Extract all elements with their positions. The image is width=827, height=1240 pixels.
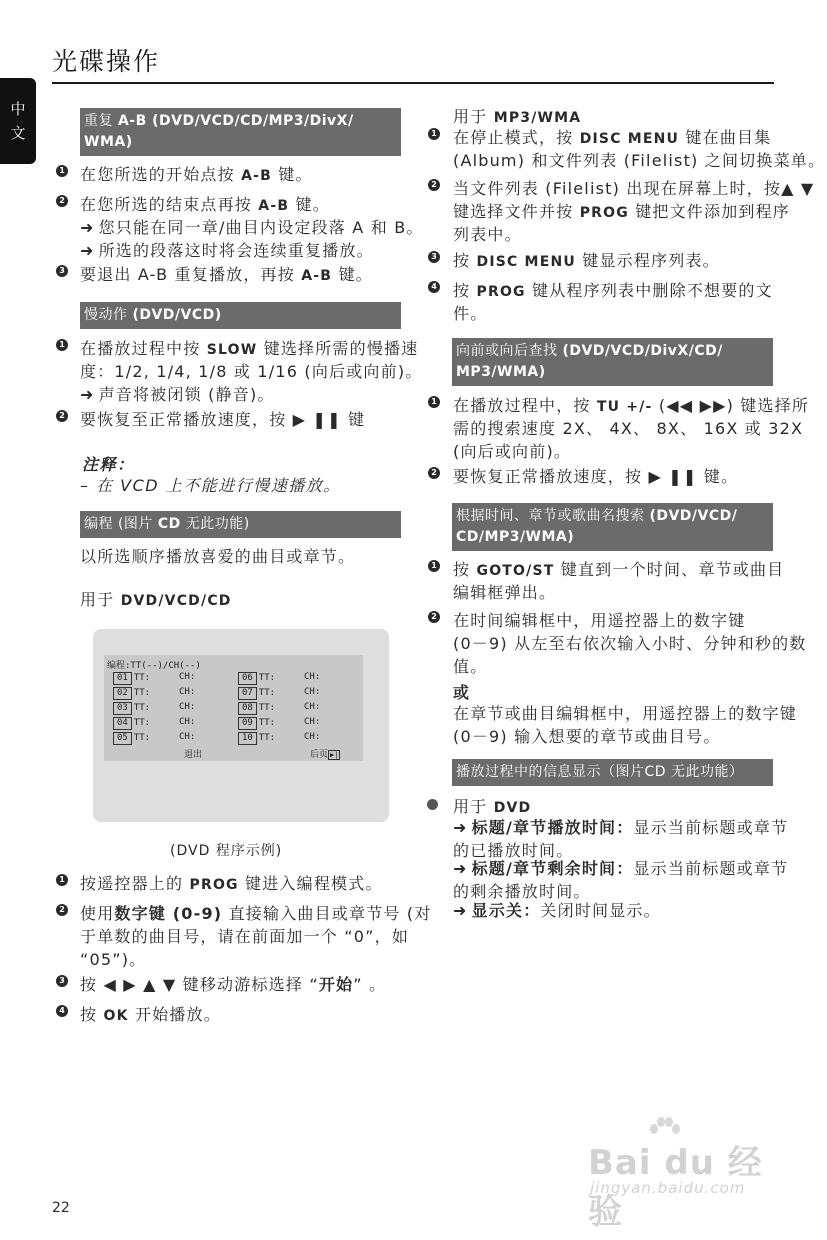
header-text: 根据时间、章节或歌曲名搜索 — [456, 508, 650, 524]
slot-number: 02 — [113, 687, 132, 700]
key-label: DISC MENU — [476, 254, 576, 270]
section-header-repeat-ab — [80, 108, 401, 156]
text: 按 ◀ ▶ ▲ ▼ 键移动游标选择 “ — [80, 975, 319, 994]
slow-step-2: 要恢复至正常播放速度，按 ▶ ❚❚ 键 — [80, 410, 366, 429]
step-number-icon: 2 — [428, 467, 440, 479]
key-label: OK — [103, 1008, 129, 1024]
header-text: 编程 (图片 — [84, 516, 158, 532]
slot-number: 09 — [238, 717, 257, 730]
slot-tt: TT: — [258, 703, 276, 713]
program-step-2 — [80, 901, 432, 970]
text: 后页 — [310, 750, 329, 760]
slot-ch: CH: — [304, 732, 321, 742]
text: 在您所选的结束点再按 — [80, 195, 259, 214]
arrow-icon: ➜ — [80, 241, 95, 260]
note-text: – 在 VCD 上不能进行慢速播放。 — [80, 476, 341, 495]
step-number-icon: 4 — [428, 281, 440, 293]
text: 在章节或曲目编辑框中，用遥控器上的数字键 — [453, 704, 798, 723]
header-text-bold: (DVD/VCD/DivX/CD/ — [562, 343, 723, 359]
header-text-bold: (DVD/VCD/ — [649, 508, 738, 524]
key-label: 开始 — [318, 975, 354, 994]
step-number-icon: 4 — [56, 1005, 68, 1017]
text: 声音将被闭锁 (静音)。 — [98, 385, 275, 404]
osd-slot — [238, 702, 321, 715]
key-label: A-B — [241, 168, 273, 184]
program-step-1 — [80, 871, 383, 894]
key-label: DVD/VCD/CD — [120, 593, 232, 609]
osd-slot — [238, 732, 321, 745]
text: 键选择所需的慢播速 — [257, 339, 419, 358]
text: 用于 — [453, 797, 494, 816]
text: 度：1/2, 1/4, 1/8 或 1/16 (向后或向前)。 — [80, 362, 423, 381]
mp3-step-2 — [453, 176, 814, 245]
text: 在播放过程中按 — [80, 339, 207, 358]
slot-ch: CH: — [179, 717, 196, 727]
ab-step-2 — [80, 192, 424, 261]
text: (向后或向前)。 — [453, 442, 572, 461]
text: 按 — [80, 1005, 104, 1024]
text: 的剩余播放时间。 — [453, 882, 591, 901]
text: 值。 — [453, 657, 488, 676]
text: (0－9) 输入想要的章节或曲目号。 — [453, 727, 721, 746]
slot-tt: TT: — [133, 703, 151, 713]
step-number-icon: 1 — [56, 165, 68, 177]
text: 按 — [453, 251, 477, 270]
slot-tt: TT: — [133, 718, 151, 728]
text: 键把文件添加到程序 — [628, 202, 791, 221]
text: 直接输入曲目或章节号 (对 — [222, 904, 432, 923]
key-label: PROG — [476, 284, 526, 300]
step-number-icon: 3 — [428, 251, 440, 263]
slot-ch: CH: — [304, 717, 321, 727]
text: 用于 — [80, 590, 121, 609]
text: 所选的段落这时将会连续重复播放。 — [98, 241, 374, 260]
mp3-step-4 — [453, 278, 773, 324]
slot-tt: TT: — [133, 733, 151, 743]
slot-number: 07 — [238, 687, 257, 700]
text: 使用 — [80, 904, 115, 923]
text: 按 — [453, 281, 477, 300]
arrow-icon: ➜ — [80, 385, 95, 404]
arrow-icon: ➜ — [453, 818, 468, 837]
slow-step-1 — [80, 336, 422, 405]
step-number-icon: 1 — [56, 874, 68, 886]
text: 用于 — [453, 107, 494, 126]
goto-step-1 — [453, 557, 784, 603]
slot-number: 06 — [238, 672, 257, 685]
step-number-icon: 3 — [56, 975, 68, 987]
slot-tt: TT: — [133, 673, 151, 683]
step-number-icon: 2 — [56, 410, 68, 422]
text: (Album) 和文件列表 (Filelist) 之间切换菜单。 — [453, 151, 826, 170]
osd-slot — [238, 672, 321, 685]
key-label: 显示关： — [471, 901, 541, 920]
slot-tt: TT: — [133, 688, 151, 698]
program-step-3 — [80, 972, 386, 995]
goto-step-2 — [453, 608, 807, 677]
header-text: 无此功能) — [180, 516, 250, 532]
key-label: A-B — [301, 268, 333, 284]
step-number-icon: 2 — [428, 611, 440, 623]
text: 于单数的曲目号，请在前面加一个 “0”，如 — [80, 927, 410, 946]
bullet-icon — [427, 799, 438, 810]
search-step-2: 要恢复正常播放速度，按 ▶ ❚❚ 键。 — [453, 467, 739, 486]
info-remaining — [453, 856, 788, 902]
osd-slot — [113, 672, 196, 685]
header-text-bold: CD/MP3/WMA) — [456, 529, 575, 545]
program-step-4 — [80, 1002, 221, 1025]
next-key-icon: ▶| — [330, 751, 339, 759]
text: 按遥控器上的 — [80, 874, 190, 893]
key-label: SLOW — [206, 342, 258, 358]
text: 键显示程序列表。 — [575, 251, 720, 270]
step-number-icon: 1 — [428, 560, 440, 572]
slot-number: 08 — [238, 702, 257, 715]
language-tab — [0, 78, 36, 164]
info-elapsed — [453, 815, 788, 861]
section-header-slow-motion — [80, 302, 401, 329]
osd-slot — [238, 717, 321, 730]
text: 在播放过程中，按 — [453, 396, 597, 415]
ab-step-1 — [80, 162, 313, 185]
slot-tt: TT: — [258, 688, 276, 698]
language-tab-char-2: 文 — [10, 124, 26, 142]
search-step-1 — [453, 393, 809, 462]
slot-ch: CH: — [179, 687, 196, 697]
osd-exit: 退出 — [184, 750, 203, 760]
text: 开始播放。 — [128, 1005, 221, 1024]
step-number-icon: 2 — [428, 179, 440, 191]
key-label: 标题/章节播放时间： — [471, 818, 634, 837]
text: 关闭时间显示。 — [540, 901, 661, 920]
header-text-bold: A-B (DVD/VCD/CD/MP3/DivX/ — [117, 113, 354, 129]
osd-slot — [113, 702, 196, 715]
language-tab-char-1: 中 — [10, 100, 26, 118]
slot-tt: TT: — [258, 718, 276, 728]
header-text-bold: CD — [157, 516, 181, 532]
slot-ch: CH: — [179, 732, 196, 742]
watermark — [588, 1135, 778, 1232]
text: 显示当前标题或章节 — [633, 818, 789, 837]
info-off — [453, 898, 661, 921]
text: 键进入编程模式。 — [238, 874, 383, 893]
text: 列表中。 — [453, 225, 522, 244]
page-number: 22 — [52, 1200, 70, 1216]
screen-caption: (DVD 程序示例) — [170, 843, 283, 859]
slot-tt: TT: — [258, 673, 276, 683]
text: (0－9) 从左至右依次输入小时、分钟和秒的数 — [453, 634, 807, 653]
note-title: 注释： — [82, 455, 135, 474]
osd-slot — [113, 717, 196, 730]
step-number-icon: 1 — [428, 128, 440, 140]
mp3-step-3 — [453, 248, 720, 271]
text: 显示当前标题或章节 — [633, 859, 789, 878]
header-text-bold: WMA) — [84, 134, 133, 150]
slot-ch: CH: — [179, 702, 196, 712]
slot-number: 05 — [113, 732, 132, 745]
watermark-brand: Bai du 经验 — [588, 1143, 763, 1232]
text: 在您所选的开始点按 — [80, 165, 242, 184]
text: 的已播放时间。 — [453, 841, 574, 860]
text: 件。 — [453, 304, 488, 323]
key-label: 数字键 (0-9) — [114, 904, 223, 923]
step-number-icon: 2 — [56, 195, 68, 207]
info-for — [453, 794, 531, 817]
text: “05”)。 — [80, 950, 147, 969]
program-osd — [104, 655, 363, 761]
section-header-search — [452, 338, 773, 386]
goto-or: 或 — [453, 683, 471, 702]
text: 按 — [453, 560, 477, 579]
program-intro: 以所选顺序播放喜爱的曲目或章节。 — [80, 547, 356, 566]
step-number-icon: 2 — [56, 904, 68, 916]
header-text: 重复 — [84, 113, 118, 129]
header-text-bold: MP3/WMA) — [456, 364, 546, 380]
osd-next-page — [310, 747, 340, 760]
text: 键直到一个时间、章节或曲目 — [554, 560, 785, 579]
text: 键。 — [289, 195, 330, 214]
osd-slot — [238, 687, 321, 700]
step-number-icon: 1 — [428, 396, 440, 408]
page-title: 光碟操作 — [52, 47, 161, 76]
text: 在停止模式，按 — [453, 128, 580, 147]
key-label: MP3/WMA — [493, 110, 582, 126]
slot-number: 10 — [238, 732, 257, 745]
slot-ch: CH: — [179, 672, 196, 682]
text: (◀◀ ▶▶) 键选择所 — [652, 396, 810, 415]
header-text-bold: (DVD/VCD) — [132, 307, 222, 323]
section-header-info: 播放过程中的信息显示（图片CD 无此功能） — [452, 759, 773, 786]
program-for — [80, 587, 232, 610]
slot-tt: TT: — [258, 733, 276, 743]
slot-ch: CH: — [304, 702, 321, 712]
slot-ch: CH: — [304, 687, 321, 697]
key-label: DVD — [493, 800, 532, 816]
key-label: DISC MENU — [579, 131, 680, 147]
section-header-goto — [452, 503, 773, 551]
step-number-icon: 3 — [56, 265, 68, 277]
mp3-step-1 — [453, 125, 825, 171]
key-label: PROG — [189, 877, 239, 893]
slot-number: 04 — [113, 717, 132, 730]
arrow-icon: ➜ — [453, 901, 468, 920]
text: 键。 — [332, 265, 373, 284]
slot-number: 03 — [113, 702, 132, 715]
text: 在时间编辑框中，用遥控器上的数字键 — [453, 611, 746, 630]
goto-or-text — [453, 701, 797, 747]
ab-step-3 — [80, 262, 373, 285]
text: 当文件列表 (Filelist) 出现在屏幕上时，按▲ ▼ — [453, 179, 815, 198]
text: 编辑框弹出。 — [453, 583, 557, 602]
arrow-icon: ➜ — [453, 859, 468, 878]
arrow-icon: ➜ — [80, 218, 95, 237]
text: 键在曲目集 — [679, 128, 772, 147]
mp3-for — [453, 104, 581, 127]
header-text: 向前或向后查找 — [456, 343, 563, 359]
text: 键。 — [272, 165, 313, 184]
osd-header: 编程:TT(--)/CH(--) — [107, 661, 201, 671]
key-label: PROG — [579, 205, 629, 221]
text: 键选择文件并按 — [453, 202, 580, 221]
title-rule — [52, 82, 774, 84]
text: 键从程序列表中删除不想要的文 — [525, 281, 773, 300]
key-label: GOTO/ST — [476, 563, 555, 579]
text: 需的搜索速度 2X、 4X、 8X、 16X 或 32X — [453, 419, 804, 438]
key-label: 标题/章节剩余时间： — [471, 859, 634, 878]
text: 您只能在同一章/曲目内设定段落 A 和 B。 — [98, 218, 424, 237]
section-header-program — [80, 511, 401, 538]
osd-slot — [113, 732, 196, 745]
key-label: A-B — [258, 198, 290, 214]
slot-number: 01 — [113, 672, 132, 685]
header-text: 慢动作 — [84, 307, 133, 323]
text: ” 。 — [353, 975, 387, 994]
watermark-url: jingyan.baidu.com — [590, 1179, 746, 1197]
step-number-icon: 1 — [56, 339, 68, 351]
text: 要退出 A-B 重复播放，再按 — [80, 265, 302, 284]
key-label: TU +/- — [596, 399, 653, 415]
slot-ch: CH: — [304, 672, 321, 682]
osd-slot — [113, 687, 196, 700]
